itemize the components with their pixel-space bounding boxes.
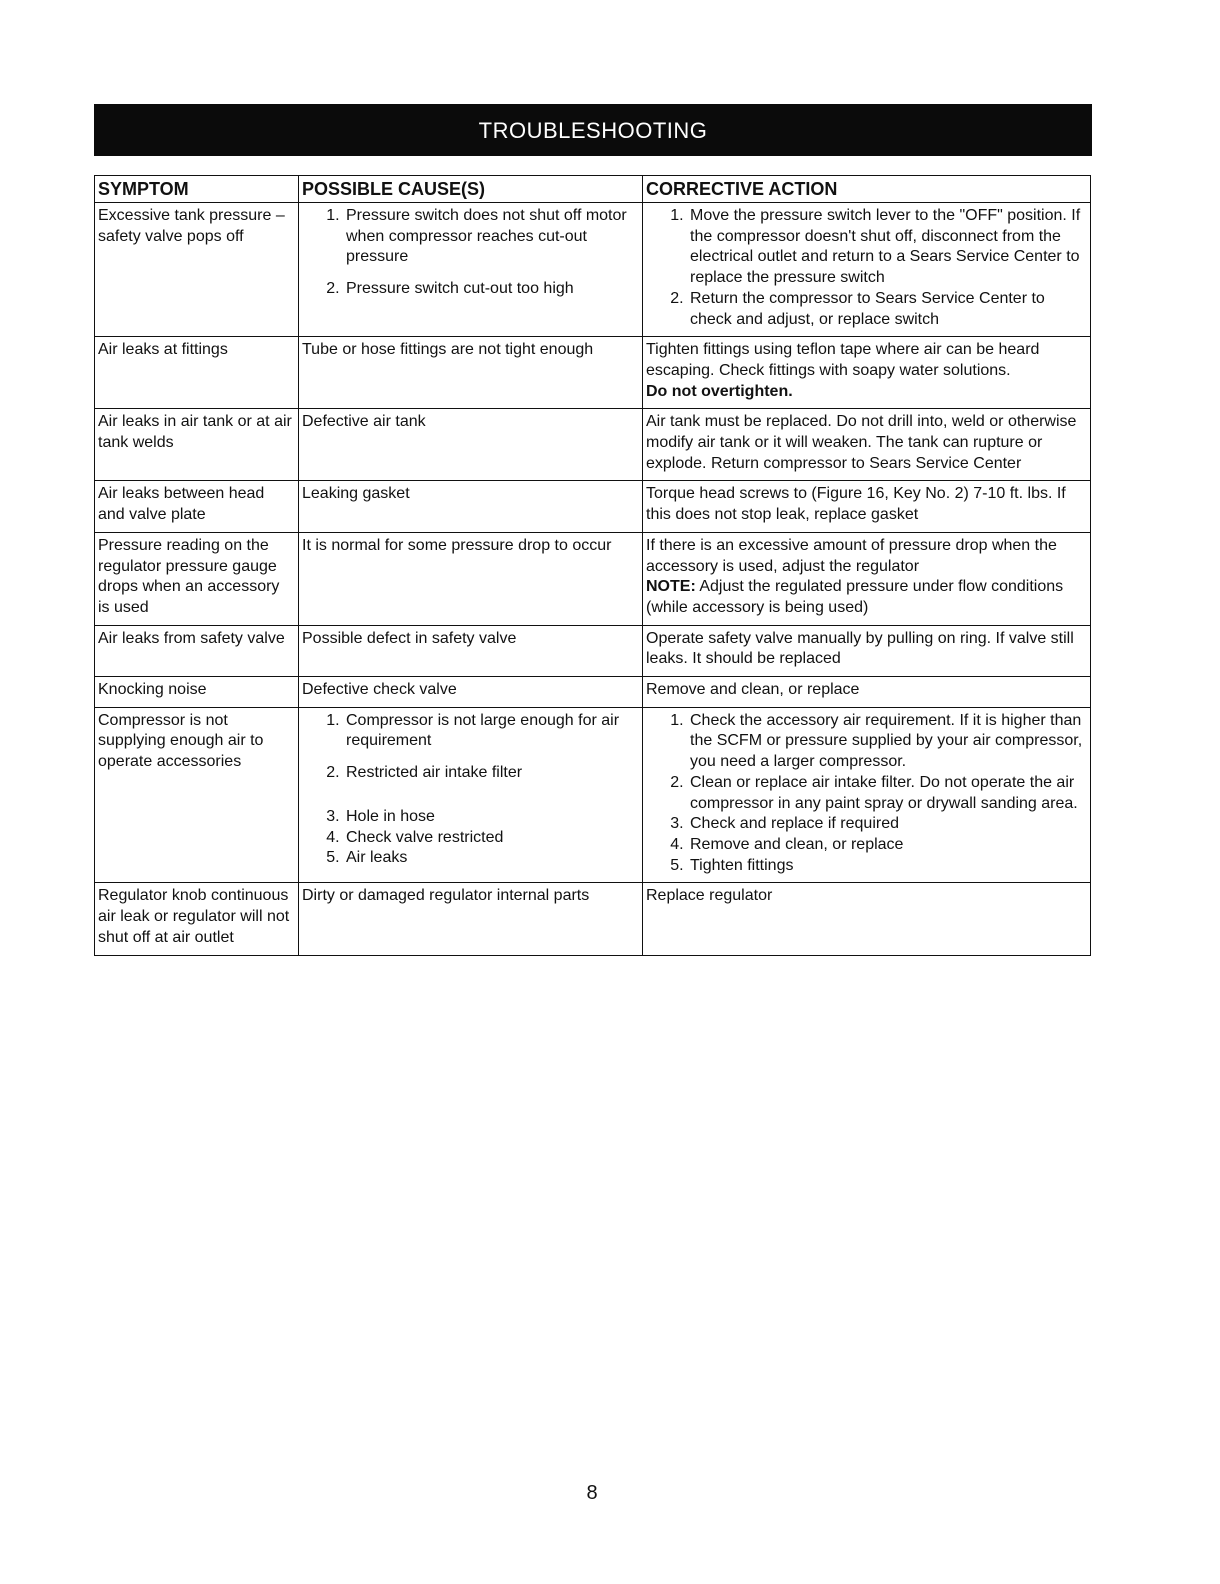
cause-item: 2. Pressure switch cut-out too high <box>344 279 638 300</box>
action-cell <box>643 203 1091 337</box>
cause-cell: Dirty or damaged regulator internal parts <box>299 883 643 955</box>
table-row <box>95 625 1091 676</box>
action-item: 2. Clean or replace air intake filter. Do not operate the air compressor in any paint spray or drywall sanding area. <box>688 773 1086 814</box>
symptom-cell: Knocking noise <box>95 677 299 708</box>
action-item: 1. Check the accessory air requirement. If it is higher than the SCFM or pressure supplied by your air compressor, you need a larger compressor. <box>688 711 1086 773</box>
action-text: Tighten fittings using teflon tape where air can be heard escaping. Check fittings with soapy water solutions. <box>646 341 1040 379</box>
cause-item: 1. Pressure switch does not shut off motor when compressor reaches cut-out pressure <box>344 206 638 268</box>
action-note <box>646 577 1086 618</box>
page-number: 8 <box>586 1482 598 1504</box>
cause-cell: Defective air tank <box>299 409 643 481</box>
cause-cell: Defective check valve <box>299 677 643 708</box>
table-header-row <box>95 176 1091 203</box>
section-title-banner <box>94 104 1092 156</box>
action-item: 4. Remove and clean, or replace <box>688 835 1086 856</box>
header-corrective-action: CORRECTIVE ACTION <box>643 176 1091 203</box>
cause-item: 2. Restricted air intake filter <box>344 763 638 784</box>
action-cell: Operate safety valve manually by pulling on ring. If valve still leaks. It should be replaced <box>643 625 1091 676</box>
cause-cell <box>299 203 643 337</box>
symptom-cell: Air leaks between head and valve plate <box>95 481 299 532</box>
cause-item: 5. Air leaks <box>344 848 638 869</box>
header-symptom: SYMPTOM <box>95 176 299 203</box>
symptom-cell: Regulator knob continuous air leak or regulator will not shut off at air outlet <box>95 883 299 955</box>
table-row <box>95 883 1091 955</box>
action-text: If there is an excessive amount of pressure drop when the accessory is used, adjust the regulator <box>646 536 1057 575</box>
table-row <box>95 409 1091 481</box>
table-row <box>95 707 1091 883</box>
action-warning: Do not overtighten. <box>646 382 793 400</box>
table-row <box>95 481 1091 532</box>
action-cell <box>643 707 1091 883</box>
table-row <box>95 203 1091 337</box>
action-item: 5. Tighten fittings <box>688 856 1086 877</box>
action-cell: Air tank must be replaced. Do not drill into, weld or otherwise modify air tank or it will weaken. The tank can rupture or explode. Return compressor to Sears Service Center <box>643 409 1091 481</box>
symptom-cell: Compressor is not supplying enough air to operate accessories <box>95 707 299 883</box>
cause-item: 1. Compressor is not large enough for air requirement <box>344 711 638 752</box>
cause-item: 4. Check valve restricted <box>344 828 638 849</box>
table-row <box>95 677 1091 708</box>
note-text: Adjust the regulated pressure under flow conditions (while accessory is being used) <box>646 578 1064 616</box>
symptom-cell: Pressure reading on the regulator pressure gauge drops when an accessory is used <box>95 532 299 625</box>
cause-cell: Possible defect in safety valve <box>299 625 643 676</box>
symptom-cell: Air leaks at fittings <box>95 337 299 409</box>
note-label: NOTE: <box>646 578 696 596</box>
cause-cell <box>299 707 643 883</box>
action-cell: Replace regulator <box>643 883 1091 955</box>
action-cell: Remove and clean, or replace <box>643 677 1091 708</box>
symptom-cell: Excessive tank pressure – safety valve pops off <box>95 203 299 337</box>
cause-item: 3. Hole in hose <box>344 807 638 828</box>
action-cell <box>643 532 1091 625</box>
action-item: 1. Move the pressure switch lever to the "OFF" position. If the compressor doesn't shut off, disconnect from the electrical outlet and return to a Sears Service Center to replace the pressure switch <box>688 206 1086 289</box>
table-row <box>95 532 1091 625</box>
action-cell <box>643 337 1091 409</box>
action-item: 2. Return the compressor to Sears Service Center to check and adjust, or replace switch <box>688 289 1086 330</box>
troubleshooting-table <box>94 175 1091 956</box>
cause-cell: Leaking gasket <box>299 481 643 532</box>
cause-cell: It is normal for some pressure drop to occur <box>299 532 643 625</box>
section-title: TROUBLESHOOTING <box>478 118 708 143</box>
symptom-cell: Air leaks in air tank or at air tank welds <box>95 409 299 481</box>
symptom-cell: Air leaks from safety valve <box>95 625 299 676</box>
header-possible-causes: POSSIBLE CAUSE(S) <box>299 176 643 203</box>
table-row <box>95 337 1091 409</box>
cause-cell: Tube or hose fittings are not tight enough <box>299 337 643 409</box>
action-item: 3. Check and replace if required <box>688 814 1086 835</box>
action-cell: Torque head screws to (Figure 16, Key No. 2) 7-10 ft. lbs. If this does not stop leak, replace gasket <box>643 481 1091 532</box>
